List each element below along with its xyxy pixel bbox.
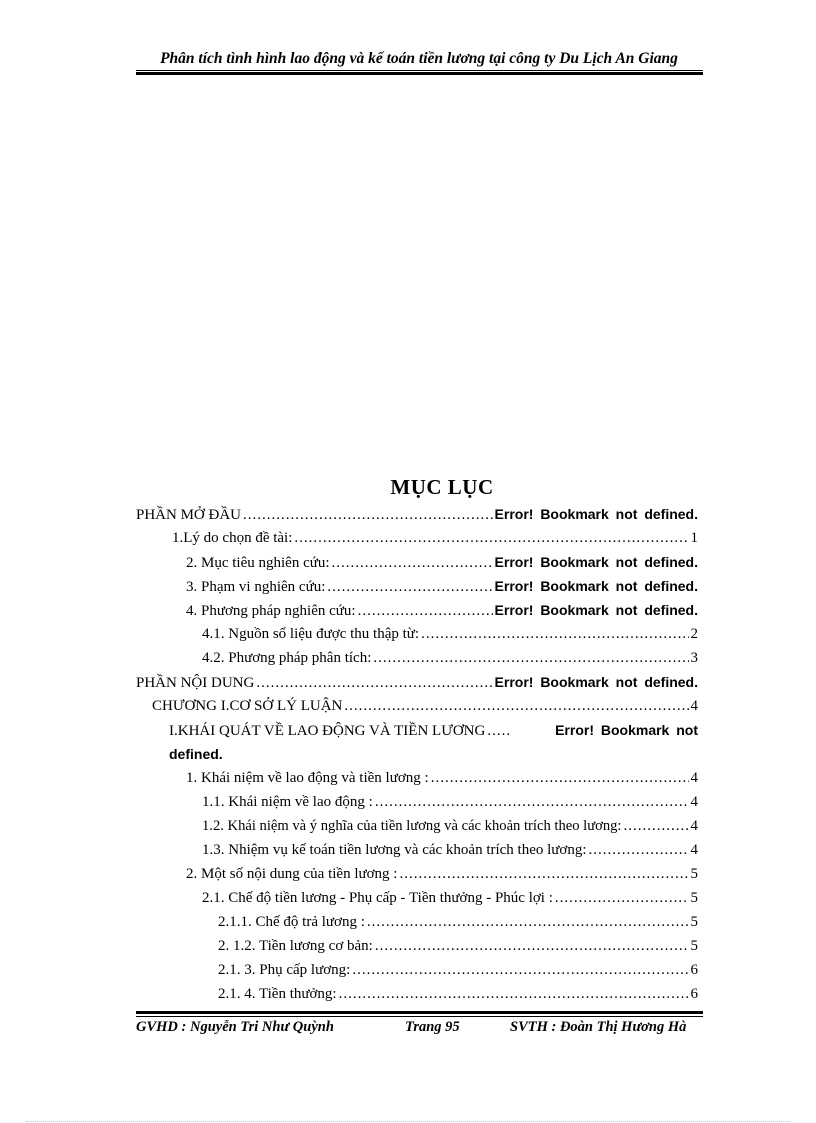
toc-entry-text: 1.Lý do chọn đề tài: (172, 530, 293, 546)
toc-entry[interactable] (202, 622, 698, 646)
toc-entry-page: Error! Bookmark not defined. (494, 506, 698, 522)
toc-entry-text: 1.3. Nhiệm vụ kế toán tiền lương và các khoản trích theo lương: (202, 842, 587, 858)
toc-entry-page: 2 (690, 626, 698, 642)
toc-entry[interactable] (136, 502, 698, 526)
toc-entry-text: 4.2. Phương pháp phân tích: (202, 650, 372, 666)
toc-leader (624, 814, 689, 838)
toc-entry-page: Error! Bookmark not defined. (494, 554, 698, 570)
page-footer (136, 1019, 703, 1039)
toc-entry-page: 4 (690, 842, 698, 858)
toc-entry-text: PHẦN MỞ ĐẦU (136, 507, 242, 523)
toc-entry[interactable] (218, 934, 698, 958)
toc-entry-page: Error! Bookmark not defined. (494, 578, 698, 594)
toc-entry-page: 5 (690, 890, 698, 906)
toc-leader (399, 862, 688, 886)
footer-rule-thick (136, 1011, 703, 1014)
toc-entry-text: 2. Mục tiêu nghiên cứu: (186, 555, 330, 571)
toc-entry[interactable] (172, 526, 698, 550)
toc-leader (555, 886, 689, 910)
toc-entry[interactable] (202, 886, 698, 910)
footer-page-number: Trang 95 (405, 1019, 460, 1035)
toc-leader (375, 790, 689, 814)
toc-entry[interactable] (136, 670, 698, 694)
toc-entry-text: 2.1. 3. Phụ cấp lương: (218, 962, 351, 978)
toc-entry[interactable] (202, 838, 698, 862)
toc-leader (256, 671, 492, 695)
header-rule-thick (136, 72, 703, 75)
toc-leader (294, 526, 688, 550)
toc-leader (373, 646, 688, 670)
toc-leader (431, 766, 689, 790)
toc-entry[interactable] (169, 718, 698, 766)
toc-leader (375, 934, 689, 958)
toc-entry-page: 4 (690, 794, 698, 810)
toc-entry-page: 6 (690, 986, 698, 1002)
toc-leader (339, 982, 689, 1006)
running-header-title: Phân tích tình hình lao động và kế toán tiền lương tại công ty Du Lịch An Giang (160, 50, 678, 67)
toc-entry-page: 5 (690, 938, 698, 954)
toc-leader (358, 599, 493, 623)
toc-entry[interactable] (186, 862, 698, 886)
header-rule-thin (136, 70, 703, 71)
toc-entry-page: Error! Bookmark not defined. (494, 674, 698, 690)
toc-entry-text: 1. Khái niệm về lao động và tiền lương : (186, 770, 429, 786)
toc-entry-page: 1 (690, 530, 698, 546)
toc-title: MỤC LỤC (390, 475, 494, 499)
toc-entry-page: Error! Bookmark not (555, 722, 698, 738)
footer-rule-thin (136, 1016, 703, 1017)
toc-entry[interactable] (202, 790, 698, 814)
toc-entry[interactable] (186, 766, 698, 790)
toc-entry-text: I.KHÁI QUÁT VỀ LAO ĐỘNG VÀ TIỀN LƯƠNG (169, 723, 486, 739)
toc-entry-text: 2. Một số nội dung của tiền lương : (186, 866, 398, 882)
toc-entry[interactable] (186, 598, 698, 622)
toc-leader (243, 503, 493, 527)
toc-leader (327, 575, 492, 599)
toc-leader (421, 622, 688, 646)
footer-student: SVTH : Đoàn Thị Hương Hà (510, 1019, 687, 1035)
toc-entry-text: 2. 1.2. Tiền lương cơ bản: (218, 938, 373, 954)
toc-entry[interactable] (202, 814, 698, 838)
toc-entry-text: 4. Phương pháp nghiên cứu: (186, 603, 356, 619)
toc-leader (352, 958, 688, 982)
toc-leader (332, 551, 493, 575)
toc-entry-page: 6 (690, 962, 698, 978)
toc-leader (487, 719, 509, 743)
toc-entry[interactable] (152, 694, 698, 718)
toc-entry-text: PHẦN NỘI DUNG (136, 675, 255, 691)
toc-entry[interactable] (218, 910, 698, 934)
toc-entry-text: 4.1. Nguồn số liệu được thu thập từ: (202, 626, 420, 642)
toc-entry[interactable] (218, 958, 698, 982)
toc-entry[interactable] (186, 574, 698, 598)
toc-entry-text: 2.1. Chế độ tiền lương - Phụ cấp - Tiền thưởng - Phúc lợi : (202, 890, 553, 906)
toc-entry-page: 5 (690, 914, 698, 930)
toc-entry-page: 4 (690, 818, 698, 834)
toc-entry-page: Error! Bookmark not defined. (494, 602, 698, 618)
toc-entry-page: 5 (690, 866, 698, 882)
toc-entry[interactable] (202, 646, 698, 670)
toc-entry-page: 4 (690, 698, 698, 714)
toc-leader (589, 838, 689, 862)
toc-entry-text: 1.2. Khái niệm và ý nghĩa của tiền lương và các khoản trích theo lương: (202, 818, 622, 834)
toc-entry-text: 3. Phạm vi nghiên cứu: (186, 579, 326, 595)
toc-entry-page-continued: defined. (169, 746, 223, 762)
toc-entry-text: 2.1.1. Chế độ trả lương : (218, 914, 365, 930)
toc-leader (367, 910, 689, 934)
toc-entry[interactable] (186, 550, 698, 574)
toc-entry-text: CHƯƠNG I.CƠ SỞ LÝ LUẬN (152, 698, 343, 714)
toc-entry-page: 3 (690, 650, 698, 666)
footer-advisor: GVHD : Nguyễn Tri Như Quỳnh (136, 1019, 334, 1035)
toc-entry[interactable] (218, 982, 698, 1006)
toc-entry-page: 4 (690, 770, 698, 786)
toc-entry-text: 2.1. 4. Tiền thưởng: (218, 986, 337, 1002)
toc-leader (344, 694, 688, 718)
toc-entry-text: 1.1. Khái niệm về lao động : (202, 794, 373, 810)
